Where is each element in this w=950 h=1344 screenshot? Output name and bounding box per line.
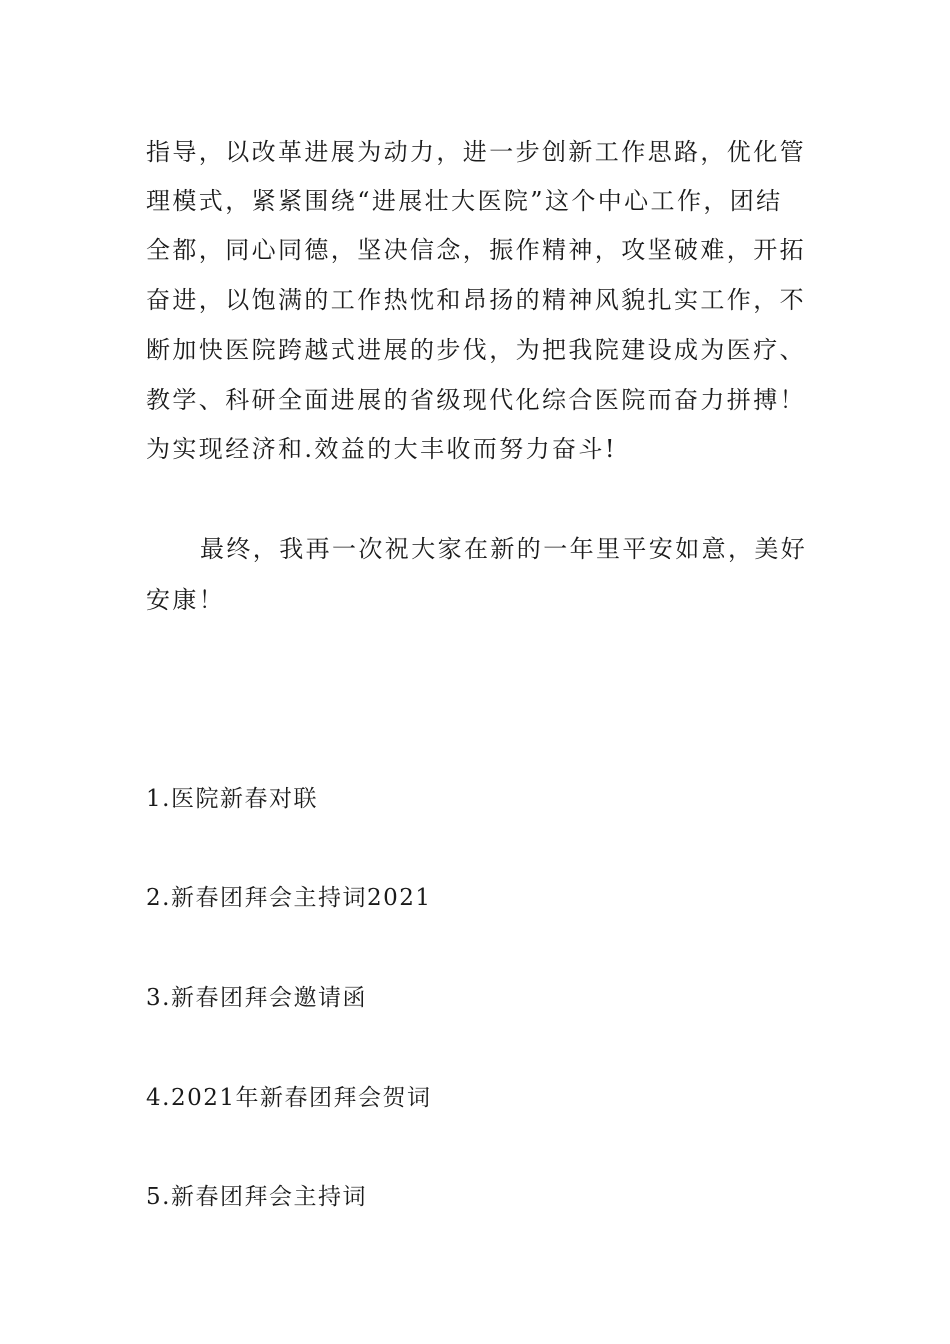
body-line: 指导，以改革进展为动力，进一步创新工作思路，优化管 bbox=[146, 138, 806, 166]
body-line: 为实现经济和.效益的大丰收而努力奋斗! bbox=[146, 435, 617, 463]
related-link[interactable]: 5.新春团拜会主持词 bbox=[146, 1184, 367, 1210]
related-link[interactable]: 2.新春团拜会主持词2021 bbox=[146, 885, 432, 911]
related-link[interactable]: 1.医院新春对联 bbox=[146, 786, 318, 812]
body-line: 全都，同心同德，坚决信念，振作精神，攻坚破难，开拓 bbox=[146, 236, 806, 264]
related-link[interactable]: 4.2021年新春团拜会贺词 bbox=[146, 1085, 432, 1111]
closing-line: 最终，我再一次祝大家在新的一年里平安如意，美好 bbox=[200, 535, 808, 563]
body-line: 断加快医院跨越式进展的步伐，为把我院建设成为医疗、 bbox=[146, 336, 806, 364]
body-line: 教学、科研全面进展的省级现代化综合医院而奋力拼搏！ bbox=[146, 386, 806, 414]
body-line: 理模式，紧紧围绕“进展壮大医院”这个中心工作，团结 bbox=[146, 187, 783, 215]
related-link[interactable]: 3.新春团拜会邀请函 bbox=[146, 985, 367, 1011]
body-line: 奋进，以饱满的工作热忱和昂扬的精神风貌扎实工作，不 bbox=[146, 286, 806, 314]
closing-line: 安康！ bbox=[146, 586, 226, 614]
